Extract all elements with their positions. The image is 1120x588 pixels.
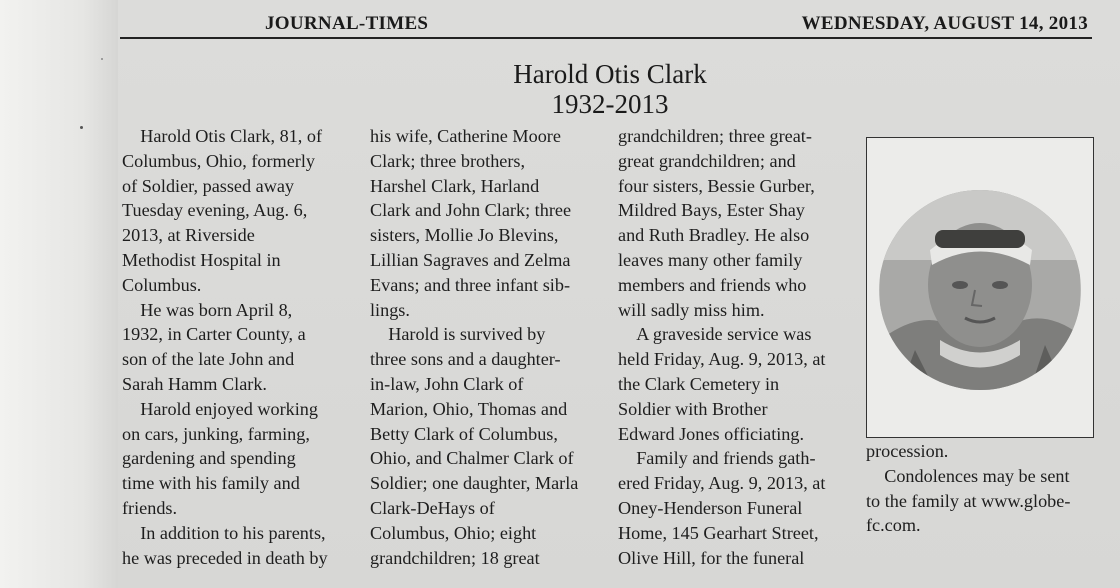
text-line: ered Friday, Aug. 9, 2013, at [618, 473, 826, 494]
text-line: Betty Clark of Columbus, [370, 423, 558, 444]
text-line: Olive Hill, for the funeral [618, 547, 805, 568]
text-line: In addition to his parents, [122, 522, 326, 543]
text-line: to the family at www.globe- [866, 490, 1071, 511]
text-line: Soldier with Brother [618, 398, 768, 419]
text-line: Methodist Hospital in [122, 249, 281, 270]
text-line: in-law, John Clark of [370, 373, 524, 394]
text-line: held Friday, Aug. 9, 2013, at [618, 349, 826, 370]
text-line: grandchildren; 18 great [370, 547, 540, 568]
text-line: Marion, Ohio, Thomas and [370, 398, 568, 419]
text-line: Evans; and three infant sib- [370, 274, 571, 295]
text-line: Harold is survived by [370, 324, 546, 345]
text-line: leaves many other family [618, 249, 803, 270]
text-line: procession. [866, 441, 949, 461]
portrait-photo [879, 190, 1081, 390]
text-line: Mildred Bays, Ester Shay [618, 200, 805, 221]
text-column-3 [618, 124, 825, 570]
obituary-name: Harold Otis Clark [513, 59, 707, 89]
text-line: four sisters, Bessie Gurber, [618, 175, 815, 196]
scan-speck [80, 126, 83, 129]
text-line: son of the late John and [122, 349, 295, 370]
text-column-1 [122, 124, 328, 570]
text-line: Clark-DeHays of [370, 497, 495, 518]
obituary-years: 1932-2013 [551, 89, 669, 119]
issue-date: WEDNESDAY, AUGUST 14, 2013 [801, 13, 1088, 34]
scan-speck [101, 58, 103, 60]
text-line: grandchildren; three great- [618, 126, 812, 146]
text-line: Family and friends gath- [618, 448, 816, 469]
text-line: Columbus. [122, 274, 202, 295]
text-line: A graveside service was [618, 324, 812, 345]
text-line: three sons and a daughter- [370, 349, 561, 370]
text-line: his wife, Catherine Moore [370, 126, 561, 146]
scan-margin [0, 0, 118, 588]
text-line: Harold enjoyed working [122, 398, 318, 419]
text-line: He was born April 8, [122, 299, 293, 320]
text-line: 2013, at Riverside [122, 225, 255, 246]
text-line: Columbus, Ohio, formerly [122, 150, 315, 171]
paper-name: JOURNAL-TIMES [265, 13, 429, 34]
text-line: the Clark Cemetery in [618, 373, 780, 394]
text-line: fc.com. [866, 515, 921, 536]
text-line: will sadly miss him. [618, 299, 765, 320]
text-line: Lillian Sagraves and Zelma [370, 249, 571, 270]
text-line: Columbus, Ohio; eight [370, 522, 537, 543]
text-line: Edward Jones officiating. [618, 423, 805, 444]
text-line: gardening and spending [122, 448, 296, 469]
text-line: and Ruth Bradley. He also [618, 225, 810, 246]
text-column-2 [370, 124, 578, 570]
masthead-rule [120, 37, 1092, 39]
text-line: time with his family and [122, 473, 300, 494]
text-line: friends. [122, 497, 178, 518]
text-line: Oney-Henderson Funeral [618, 497, 803, 518]
text-line: Harshel Clark, Harland [370, 175, 540, 196]
portrait-image [879, 190, 1081, 390]
text-line: Clark and John Clark; three [370, 200, 572, 221]
text-line: members and friends who [618, 274, 807, 295]
text-line: lings. [370, 299, 410, 320]
text-line: Soldier; one daughter, Marla [370, 473, 579, 494]
text-line: of Soldier, passed away [122, 175, 295, 196]
text-line: he was preceded in death by [122, 547, 328, 568]
text-line: Condolences may be sent [866, 465, 1070, 486]
text-line: sisters, Mollie Jo Blevins, [370, 225, 559, 246]
photo-frame [866, 137, 1094, 438]
text-line: Sarah Hamm Clark. [122, 373, 267, 394]
text-line: great grandchildren; and [618, 150, 796, 171]
text-line: Ohio, and Chalmer Clark of [370, 448, 574, 469]
text-line: Harold Otis Clark, 81, of [122, 126, 323, 146]
text-line: on cars, junking, farming, [122, 423, 310, 444]
text-line: Clark; three brothers, [370, 150, 526, 171]
text-line: Tuesday evening, Aug. 6, [122, 200, 308, 221]
text-column-4 [866, 439, 1070, 538]
text-line: 1932, in Carter County, a [122, 324, 306, 345]
text-line: Home, 145 Gearhart Street, [618, 522, 819, 543]
